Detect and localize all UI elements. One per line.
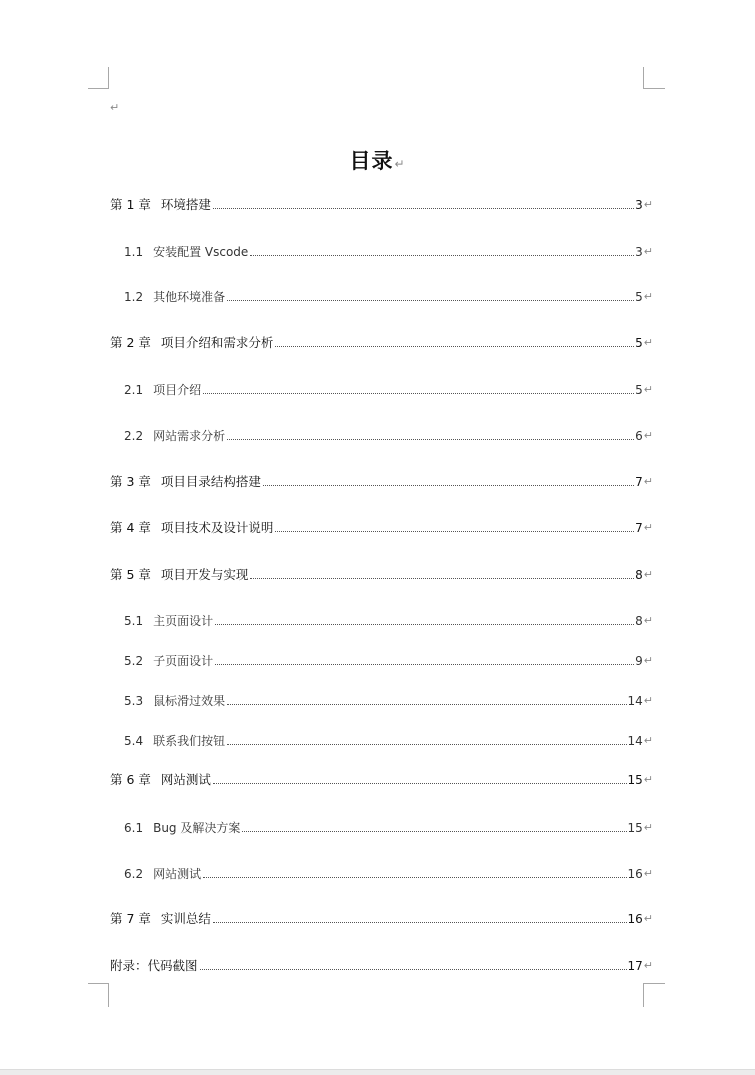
- toc-entry-title: 实训总结: [160, 911, 211, 926]
- toc-dot-leader: [263, 485, 634, 486]
- crop-mark-bottom-right: [643, 983, 665, 1007]
- paragraph-mark-icon: ↵: [643, 654, 653, 667]
- toc-dot-leader: [213, 783, 627, 784]
- toc-entry-number: 6.2: [124, 867, 144, 881]
- paragraph-mark-icon: ↵: [643, 734, 653, 747]
- paragraph-mark-icon: ↵: [643, 912, 653, 925]
- paragraph-mark-icon: ↵: [643, 773, 653, 786]
- toc-entry[interactable]: [110, 472, 653, 490]
- toc-entry-number: 6.1: [124, 821, 144, 835]
- toc-entry-title: Bug 及解决方案: [153, 821, 241, 835]
- toc-entry[interactable]: [124, 818, 653, 836]
- paragraph-mark-icon: ↵: [643, 383, 653, 396]
- toc-entry[interactable]: [110, 956, 653, 974]
- toc-entry[interactable]: [124, 287, 653, 305]
- paragraph-mark-icon: ↵: [643, 568, 653, 581]
- toc-entry-number: 2.1: [124, 383, 144, 397]
- toc-entry-title: 项目技术及设计说明: [160, 520, 274, 535]
- toc-entry-page-number: 14: [627, 694, 643, 708]
- toc-entry[interactable]: [110, 770, 653, 788]
- toc-entry-number: 1.2: [124, 290, 144, 304]
- paragraph-mark-icon: ↵: [643, 475, 653, 488]
- paragraph-mark-icon: ↵: [643, 429, 653, 442]
- toc-entry-number: 5.1: [124, 614, 144, 628]
- toc-entry-page-number: 8: [635, 568, 643, 582]
- toc-entry-title: 联系我们按钮: [153, 734, 226, 748]
- toc-entry-title: 项目介绍和需求分析: [160, 335, 274, 350]
- toc-entry-page-number: 14: [627, 734, 643, 748]
- toc-entry-title: 其他环境准备: [153, 290, 226, 304]
- paragraph-mark-icon: ↵: [643, 821, 653, 834]
- toc-dot-leader: [227, 744, 626, 745]
- toc-entry-page-number: 7: [635, 475, 643, 489]
- toc-entry-page-number: 17: [627, 959, 643, 973]
- toc-entry-number: 5.2: [124, 654, 144, 668]
- toc-entry[interactable]: [110, 333, 653, 351]
- toc-entry-title: 安装配置 Vscode: [153, 245, 249, 259]
- paragraph-mark-icon: ↵: [394, 157, 406, 171]
- paragraph-mark-icon: ↵: [643, 614, 653, 627]
- toc-dot-leader: [250, 578, 634, 579]
- toc-entry-page-number: 3: [635, 198, 643, 212]
- toc-entry-page-number: 5: [635, 336, 643, 350]
- toc-dot-leader: [275, 346, 634, 347]
- toc-dot-leader: [215, 624, 634, 625]
- toc-entry-number: 第 6 章: [110, 772, 151, 787]
- page-bottom-edge: [0, 1069, 755, 1075]
- toc-entry-title: 项目介绍: [153, 383, 202, 397]
- toc-entry-page-number: 8: [635, 614, 643, 628]
- toc-entry-title: 项目目录结构搭建: [160, 474, 261, 489]
- toc-entry-title: 环境搭建: [160, 197, 211, 212]
- toc-entry[interactable]: [124, 864, 653, 882]
- toc-entry[interactable]: [110, 195, 653, 213]
- toc-entry-page-number: 6: [635, 429, 643, 443]
- toc-entry-number: 第 2 章: [110, 335, 151, 350]
- paragraph-mark-icon: ↵: [643, 521, 653, 534]
- toc-dot-leader: [250, 255, 634, 256]
- toc-entry-number: 1.1: [124, 245, 144, 259]
- toc-entry-title: 网站测试: [160, 772, 211, 787]
- toc-entry-number: 5.3: [124, 694, 144, 708]
- toc-dot-leader: [213, 922, 627, 923]
- toc-entry-title: 子页面设计: [153, 654, 214, 668]
- toc-entry-page-number: 5: [635, 383, 643, 397]
- toc-title: [0, 145, 755, 175]
- toc-dot-leader: [227, 439, 634, 440]
- toc-entry[interactable]: [124, 691, 653, 709]
- paragraph-mark-icon: ↵: [643, 198, 653, 211]
- toc-entry[interactable]: [124, 651, 653, 669]
- toc-entry-number: 第 3 章: [110, 474, 151, 489]
- toc-entry[interactable]: [124, 426, 653, 444]
- toc-dot-leader: [215, 664, 634, 665]
- toc-dot-leader: [242, 831, 626, 832]
- toc-entry-number: 第 7 章: [110, 911, 151, 926]
- toc-entry-page-number: 3: [635, 245, 643, 259]
- crop-mark-bottom-left: [88, 983, 109, 1007]
- paragraph-mark-icon: ↵: [643, 867, 653, 880]
- toc-entry[interactable]: [124, 731, 653, 749]
- toc-dot-leader: [200, 969, 627, 970]
- toc-entry[interactable]: [110, 518, 653, 536]
- toc-entry-number: 第 5 章: [110, 567, 151, 582]
- paragraph-mark-icon: ↵: [643, 245, 653, 258]
- toc-entry-number: 第 4 章: [110, 520, 151, 535]
- toc-entry[interactable]: [110, 565, 653, 583]
- toc-entry-page-number: 16: [627, 867, 643, 881]
- toc-heading: 目录: [349, 149, 394, 173]
- toc-dot-leader: [203, 877, 626, 878]
- crop-mark-top-right: [643, 67, 665, 89]
- toc-entry-title: 网站测试: [153, 867, 202, 881]
- toc-entry-title: 鼠标滑过效果: [153, 694, 226, 708]
- toc-entry-page-number: 15: [627, 821, 643, 835]
- toc-dot-leader: [203, 393, 634, 394]
- toc-entry-number: 5.4: [124, 734, 144, 748]
- toc-entry-number: 2.2: [124, 429, 144, 443]
- toc-entry[interactable]: [124, 380, 653, 398]
- toc-entry[interactable]: [124, 611, 653, 629]
- toc-entry[interactable]: [124, 242, 653, 260]
- toc-entry-title: 项目开发与实现: [160, 567, 249, 582]
- toc-entry-page-number: 16: [627, 912, 643, 926]
- toc-dot-leader: [227, 300, 634, 301]
- paragraph-mark-icon: ↵: [643, 336, 653, 349]
- crop-mark-top-left: [88, 67, 109, 89]
- paragraph-mark-icon: ↵: [110, 101, 120, 114]
- paragraph-mark-icon: ↵: [643, 290, 653, 303]
- toc-dot-leader: [213, 208, 634, 209]
- paragraph-mark-icon: ↵: [643, 959, 653, 972]
- toc-entry-page-number: 5: [635, 290, 643, 304]
- toc-entry-number: 第 1 章: [110, 197, 151, 212]
- toc-entry-title: 网站需求分析: [153, 429, 226, 443]
- toc-entry-title: 主页面设计: [153, 614, 214, 628]
- paragraph-mark-icon: ↵: [643, 694, 653, 707]
- toc-entry-title: 附录：代码截图: [110, 958, 198, 973]
- toc-dot-leader: [275, 531, 634, 532]
- toc-entry-page-number: 7: [635, 521, 643, 535]
- toc-entry-page-number: 15: [627, 773, 643, 787]
- toc-entry[interactable]: [110, 909, 653, 927]
- toc-dot-leader: [227, 704, 626, 705]
- toc-entry-page-number: 9: [635, 654, 643, 668]
